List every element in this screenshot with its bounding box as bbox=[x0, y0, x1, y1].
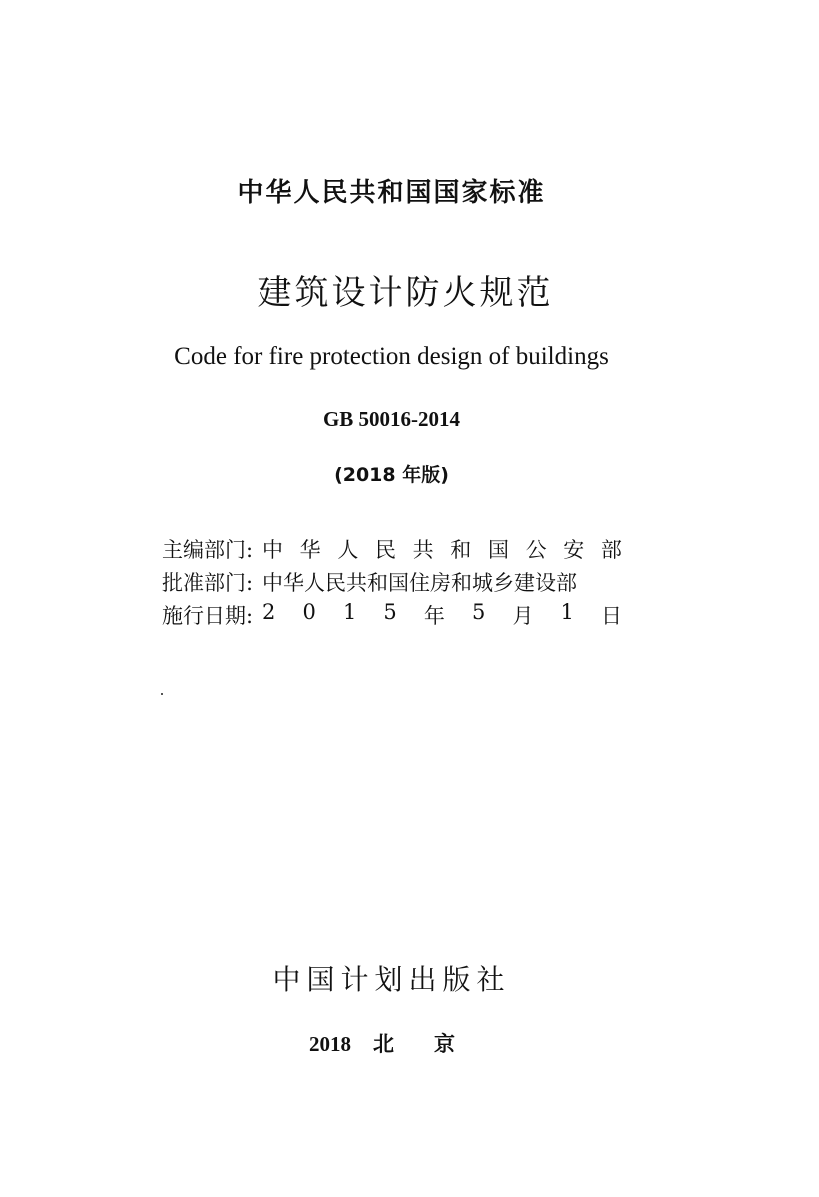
scan-speck bbox=[161, 693, 163, 695]
approval-department-value: 中华人民共和国住房和城乡建设部 bbox=[262, 570, 577, 595]
effective-date-char: 2 bbox=[262, 599, 276, 624]
effective-date-char: 5 bbox=[471, 599, 486, 624]
approval-department-label: 批准部门: bbox=[162, 570, 254, 595]
chief-department-row bbox=[162, 532, 622, 565]
effective-date-char: 0 bbox=[302, 599, 316, 624]
publication-city-first: 北 bbox=[373, 1032, 394, 1056]
effective-date-row bbox=[162, 598, 622, 631]
effective-date-value bbox=[262, 600, 622, 630]
chief-department-char: 人 bbox=[337, 537, 359, 562]
effective-date-char: 月 bbox=[512, 603, 534, 628]
issuing-info bbox=[162, 532, 622, 631]
publication-imprint bbox=[309, 1028, 455, 1058]
effective-date-char: 5 bbox=[383, 599, 397, 624]
chief-department-char: 华 bbox=[299, 537, 321, 562]
chief-department-value bbox=[262, 534, 622, 564]
chief-department-char: 和 bbox=[450, 537, 472, 562]
publication-city-second: 京 bbox=[434, 1032, 455, 1056]
english-title: Code for fire protection design of buildings bbox=[174, 343, 609, 370]
effective-date-char: 1 bbox=[560, 599, 574, 624]
effective-date-char: 年 bbox=[423, 603, 445, 628]
chief-department-char: 国 bbox=[487, 537, 509, 562]
chief-department-label: 主编部门: bbox=[162, 537, 254, 562]
publisher-name: 中国计划出版社 bbox=[272, 963, 511, 996]
chief-department-char: 部 bbox=[600, 537, 622, 562]
chief-department-char: 安 bbox=[563, 537, 585, 562]
chinese-title: 建筑设计防火规范 bbox=[257, 273, 554, 313]
publication-year: 2018 bbox=[309, 1032, 351, 1056]
chief-department-char: 公 bbox=[525, 537, 547, 562]
effective-date-char: 1 bbox=[342, 599, 357, 624]
chief-department-char: 共 bbox=[412, 537, 434, 562]
approval-department-row bbox=[162, 565, 622, 598]
standard-number: GB 50016-2014 bbox=[322, 407, 461, 431]
effective-date-char: 日 bbox=[601, 603, 622, 628]
edition-label: (2018 年版) bbox=[334, 464, 449, 486]
chief-department-char: 中 bbox=[262, 537, 283, 562]
effective-date-label: 施行日期: bbox=[162, 603, 254, 628]
chief-department-char: 民 bbox=[374, 537, 396, 562]
standard-type-heading: 中华人民共和国国家标准 bbox=[237, 178, 546, 208]
